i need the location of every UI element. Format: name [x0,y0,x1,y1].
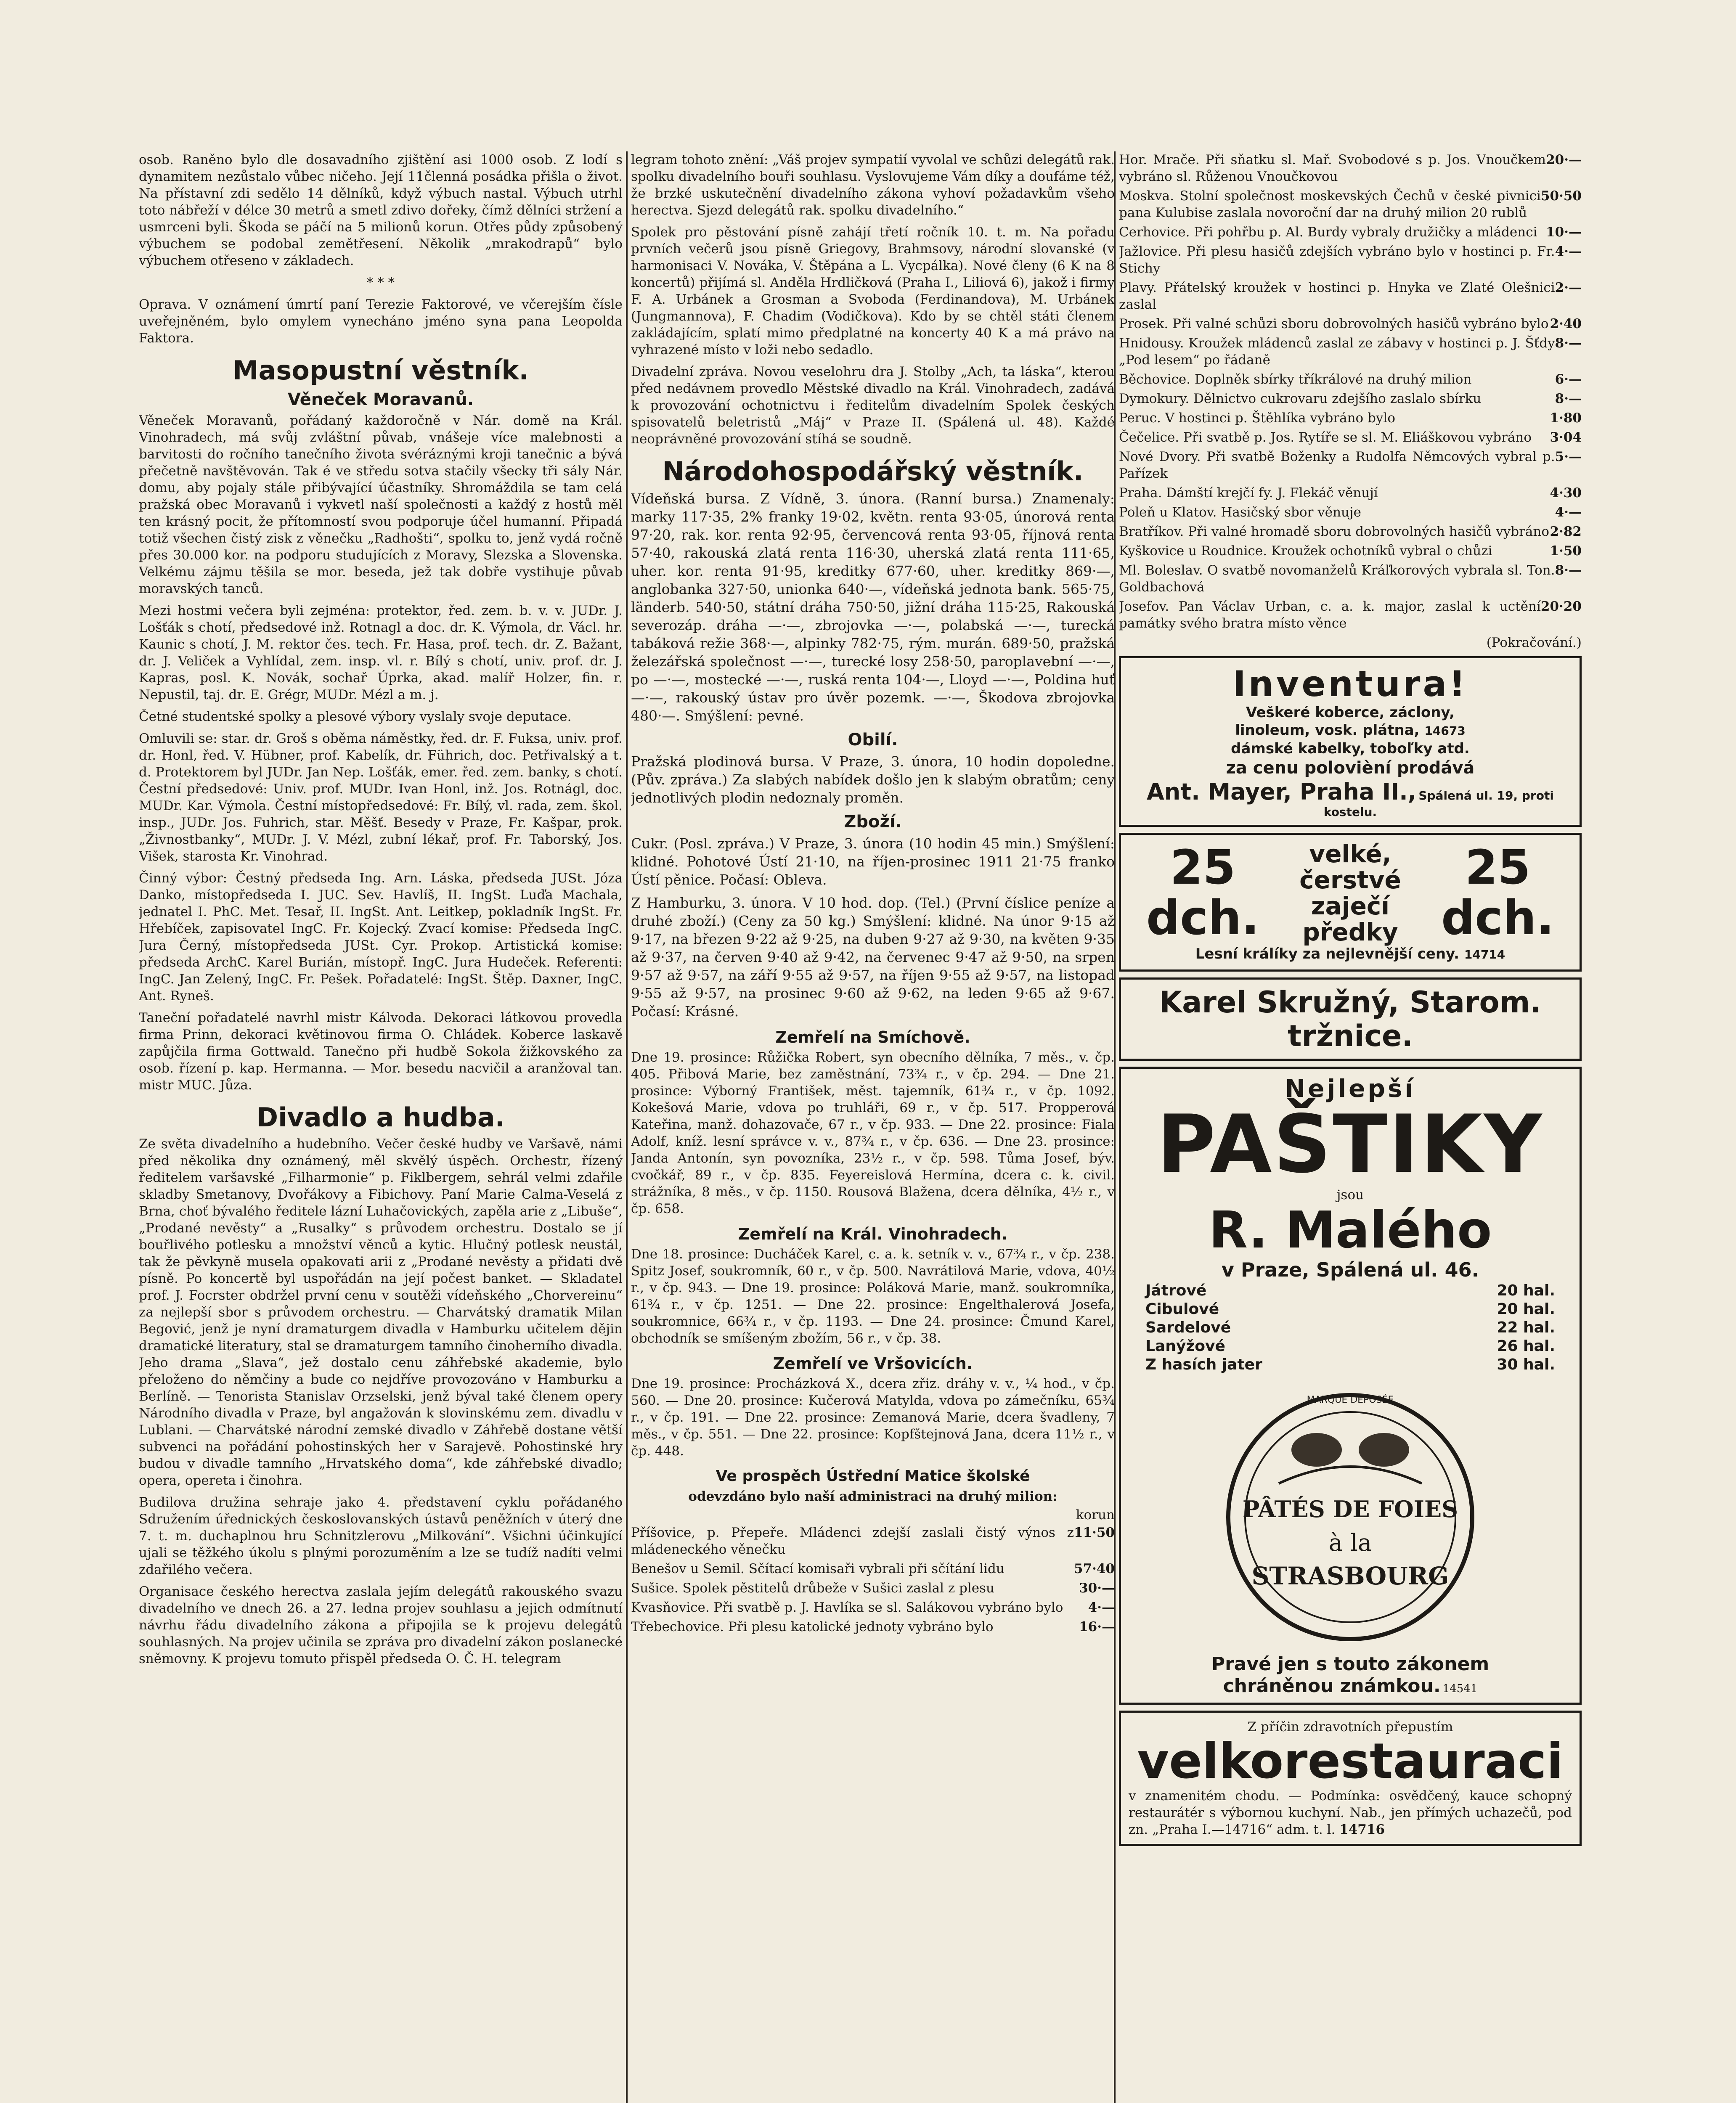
article-paragraph: Spolek pro pěstování písně zahájí třetí ročník 10. t. m. Na pořadu prvních večerů jsou písně Griegovy, Brahmsovy, národní slovanské (v harmonisaci V. Nováka, V. Štěpána a L. Vycpálka). Nové členy (6 K na 8 koncertů) přijímá sl. Anděla Hrdličková (Praha I., Liliová 6), jakož i firmy F. A. Urbánek a Grosman a Svoboda (Ferdinandova), M. Urbánek (Jungmannova), F. Chadim (Vodičkova). Kdo by se chtěl státi členem zakládajícím, splatí mimo předplatné na koncerty 40 K a má právo na vyhrazené místo v loži nebo sedadlo. [631,225,1115,358]
trademark-seal-icon [1216,1378,1485,1647]
list-item: 50·50 Moskva. Stolní společnost moskevských Čechů v české pivnici pana Kulubise zaslala novoroční dar na druhý milion 20 rublů [1119,188,1582,220]
list-item: 30·— Sušice. Spolek pěstitelů drůbeže v Sušici zaslal z plesu [631,1581,1115,1596]
velkorestaurace-ad [1119,1711,1582,1846]
list-item: 3·04 Čečelice. Při svatbě p. Jos. Rytíře se sl. M. Eliáškovou vybráno [1119,430,1582,445]
right-column [1119,151,1582,2103]
masopust-heading: Masopustní věstník. [232,355,529,386]
list-item: 20·20 Josefov. Pan Václav Urban, c. a. k. major, zaslal k uctění památky svého bratra místo věnce [1119,599,1582,631]
list-item: 5·— Nové Dvory. Při svatbě Boženky a Rudolfa Němcových vybral p. Pařízek [1119,449,1582,481]
list-item: 8·— Ml. Boleslav. O svatbě novomanželů Kráľkorových vybrala sl. Ton. Goldbachová [1119,563,1582,595]
list-item: 6·— Běchovice. Doplněk sbírky tříkrálové na druhý milion [1119,372,1582,387]
article-paragraph: Taneční pořadatelé navrhl mistr Kálvoda. Dekoraci látkovou provedla firma Prinn, dekoraci květinovou firma O. Chládek. Koberce laskavě zapůjčila firma Gottwald. Tanečno při hudbě Sokola žižkovského za osob. řízení p. kap. Hermanna. — Mor. besedu nacvičil a aranžoval tan. mistr MUC. Jůza. [139,1010,623,1093]
karel-ad: Karel Skružný, Starom. tržnice. [1119,977,1582,1061]
article-paragraph: Mezi hostmi večera byli zejména: protektor, řed. zem. b. v. v. JUDr. J. Lošťák s chotí, předsedové inž. Rotnagl a doc. dr. K. Výmola, dr. Václ. hr. Kaunic s chotí, J. M. rektor čes. tech. Fr. Hasa, prof. tech. dr. Z. Bažant, dr. J. Veliček a Vyhlídal, zem. insp. vl. r. Bílý s chotí, univ. prof. dr. J. Kapras, posl. K. Novák, sochař Úprka, akad. malíř Holzer, fin. r. Nepustil, taj. dr. E. Grégr, MUDr. Mézl a m. j. [139,603,623,702]
smichov-heading: Zemřelí na Smíchově. [775,1028,970,1046]
ad-line: linoleum, vosk. plátna, 14673 [1235,722,1466,739]
vienna-bourse-paragraph: Vídeňská bursa. Z Vídně, 3. února. (Ranní bursa.) Znamenaly: marky 117·35, 2% franky 19·02, květn. renta 93·05, únorová renta 97·20, rak. kor. renta 92·95, červencová renta 93·05, říjnová renta 57·40, rakouská zlatá renta 116·30, uherská zlatá renta 111·65, uher. kor. renta 91·95, kreditky 677·60, uher. kreditky 869·—, anglobanka 327·50, unionka 640·—, vídeňská jednota bank. 565·75, länderb. 540·50, státní dráha 750·50, jižní dráha 115·25, Rakouská severozáp. dráha —·—, zbrojovka —·—, polabská —·—, turecká tabáková režie 368·—, alpinky 782·75, rým. murán. 689·50, pražská železářská společnost —·—, turecké losy 258·50, paroplavební —·—, po —·—, mostecké —·—, ruská renta 104·—, Lloyd —·—, Poldina huť —·—, rakouský ústav pro úvěr pozemk. —·—, Škodova zbrojovka 480·—. Smýšlení: pevné. [631,490,1115,724]
donation-list [1119,151,1582,632]
left-column [139,151,623,2103]
zajici-ad [1119,833,1582,972]
list-item: Játrové 20 hal. [1145,1282,1555,1299]
list-item: 16·— Třebechovice. Při plesu katolické jednoty vybráno bylo [631,1619,1115,1634]
ad-firm-line: Ant. Mayer, Praha II., Spálená ul. 19, proti kostelu. [1147,779,1554,819]
article-paragraph: legram tohoto znění: „Váš projev sympatií vyvolal ve schůzi delegátů rak. spolku divadelního bouři souhlasu. Vyslovujeme Vám díky a doufáme též, že brzké uskutečnění divadelního zákona vyhoví požadavkům všeho herectva. Sjezd delegátů rak. spolku divadelního.“ [631,152,1115,218]
article-paragraph: Divadelní zpráva. Novou veselohru dra J. Stolby „Ach, ta láska“, kterou před nedávnem provedlo Městské divadlo na Král. Vinohradech, zadává k provozování ochotnictvu i ředitelům divadelním Spolek českých spisovatelů beletristů „Máj“ v Praze II. (Spálená ul. 48). Každé neoprávněné provozování stíhá se soudně. [631,364,1115,447]
ad-line: v znamenitém chodu. — Podmínka: osvědčený, kauce schopný restaurátér s výbornou kuchyní. Nab., jen přímých uchazečů, pod zn. „Praha I.—14716“ adm. t. l. 14716 [1129,1788,1572,1837]
ad-line: Pravé jen s touto zákonem [1211,1653,1490,1675]
ad-line: jsou [1336,1187,1364,1202]
ad-line: dámské kabelky, toboľky atd. [1231,740,1470,757]
inventura-title: Inventura! [1232,663,1468,705]
svg-text:STRASBOURG: STRASBOURG [1251,1562,1449,1590]
list-item: 2·— Plavy. Přátelský kroužek v hostinci p. Hnyka ve Zlaté Olešnici zaslal [1119,280,1582,312]
continued-note: (Pokračování.) [1486,635,1582,650]
list-item: Lanýžové 26 hal. [1145,1338,1555,1355]
pastiky-ad [1119,1067,1582,1705]
article-paragraph: Organisace českého herectva zaslala jejím delegátů rakouského svazu divadelního ve dnech 26. a 27. ledna projev souhlasu a jejich odmítnutí návrhu řádu divadelního zákona a připojila se k projevu delegátů souhlasných. Na projev učinila se zpráva pro divadelní zákon poslanecké sněmovny. K projevu tomuto přispěl předseda O. Č. H. telegram [139,1584,623,1666]
list-item: 2·82 Bratříkov. Při valné hromadě sboru dobrovolných hasičů vybráno [1119,524,1582,539]
intro-paragraph: osob. Raněno bylo dle dosavadního zjištění asi 1000 osob. Z lodí s dynamitem nezůstalo vůbec ničeho. Její 11členná posádka přišla o život. Na přístavní zdi sedělo 14 dělníků, když výbuch nastal. Výbuch utrhl toto nábřeží v délce 30 metrů a smetl zdivo dořeky, čímž dělníci stržení a usmrceni byli. Škoda se páčí na 5 milionů korun. Otřes půdy způsobený výbuchem se podobal zemětřesení. Několik „mrakodrapů“ bylo výbuchem otřeseno v základech. [139,152,623,268]
narodohospodarsky-heading: Národohospodářský věstník. [662,456,1084,487]
article-paragraph: Pražská plodinová bursa. V Praze, 3. února, 10 hodin dopoledne. (Pův. zpráva.) Za slabých nabídek došlo jen k slabým obratům; ceny jednotlivých plodin nedoznaly proměn. [631,753,1115,806]
list-item: 8·— Hnidousy. Kroužek mládenců zaslal ze zábavy v hostinci p. J. Šťdy „Pod lesem“ po řádaně [1119,336,1582,368]
matice-heading: Ve prospěch Ústřední Matice školské [716,1467,1030,1485]
list-item: Cibulové 20 hal. [1145,1300,1555,1318]
svg-text:à la: à la [1328,1529,1372,1557]
ad-line: Z příčin zdravotních přepustím [1247,1719,1453,1735]
vinohrady-heading: Zemřelí na Král. Vinohradech. [738,1225,1008,1243]
donation-list [631,1524,1115,1635]
list-item: 2·40 Prosek. Při valné schůzi sboru dobrovolných hasičů vybráno bylo [1119,316,1582,331]
article-paragraph: Četné studentské spolky a plesové výbory vyslaly svoje deputace. [139,709,572,724]
list-item: 4·— Jažlovice. Při plesu hasičů zdejších vybráno bylo v hostinci p. Fr. Stichy [1119,244,1582,276]
inventura-ad [1119,656,1582,827]
article-paragraph: Z Hamburku, 3. února. V 10 hod. dop. (Tel.) (První číslice peníze a druhé zboží.) (Ceny za 50 kg.) Smýšlení: klidné. Na únor 9·15 až 9·17, na březen 9·22 až 9·25, na duben 9·27 až 9·30, na květen 9·35 až 9·37, na červen 9·40 až 9·42, na červenec 9·47 až 9·50, na srpen 9·57 až 9·57, na září 9·55 až 9·57, na říjen 9·55 až 9·57, na listopad 9·55 až 9·57, na prosinec 9·60 až 9·62, na leden 9·65 až 9·67. Počasí: Krásné. [631,895,1115,1020]
separator-stars: * * * [366,275,395,290]
list-item: 4·30 Praha. Dámští krejčí fy. J. Flekáč věnují [1119,485,1582,501]
list-item: 4·— Kvasňovice. Při svatbě p. J. Havlíka se sl. Salákovou vybráno bylo [631,1600,1115,1615]
velkorestaurace-title: velkorestauraci [1137,1733,1564,1790]
list-item: 4·— Poleň u Klatov. Hasičský sbor věnuje [1119,505,1582,520]
list-item: 1·80 Peruc. V hostinci p. Štěhlíka vybráno bylo [1119,411,1582,426]
list-item: 1·50 Kyškovice u Roudnice. Kroužek ochotníků vybral o chůzi [1119,543,1582,559]
list-item: 57·40 Benešov u Semil. Sčítací komisaři vybrali při sčítání lidu [631,1561,1115,1576]
matice-subheading: odevzdáno bylo naší administraci na druhý milion: [688,1489,1058,1504]
venecek-heading: Věneček Moravanů. [287,390,474,409]
oprava-paragraph: Oprava. V oznámení úmrtí paní Terezie Faktorové, ve včerejším čísle uveřejněném, bylo omylem vynecháno jméno syna pana Leopolda Faktora. [139,297,623,346]
ad-address: v Praze, Spálená ul. 46. [1221,1258,1479,1281]
zbozi-heading: Zboží. [844,812,902,832]
ad-line: za cenu polovièní prodává [1226,758,1475,778]
korun-label: korun [1076,1507,1115,1523]
article-paragraph: Budilova družina sehraje jako 4. představení cyklu pořádaného Sdružením úřednických českoslovanských ústavů peněžních v úterý dne 7. t. m. duchaplnou hru Schnitzlerovu „Milkování“. Všichni účinkující ujali se těžkého úkolu s plnými porozuměním a lze se tudíž nadíti velmi zdařilého večera. [139,1495,623,1577]
ad-line: Veškeré koberce, záclony, [1246,704,1455,721]
pastiky-title: PAŠTIKY [1157,1098,1544,1191]
list-item: 10·— Cerhovice. Při pohřbu p. Al. Burdy vybraly družičky a mládenci [1119,225,1582,240]
ad-line: Lesní králíky za nejlevnější ceny. 14714 [1195,946,1505,962]
ad-firm-name: R. Malého [1209,1201,1492,1260]
list-item: 11·50 Příšovice, p. Přepeře. Mládenci zdejší zaslali čistý výnos z mládeneckého věnečku [631,1525,1115,1557]
list-item: Sardelové 22 hal. [1145,1319,1555,1336]
article-paragraph: Dne 19. prosince: Růžička Robert, syn obecního dělníka, 7 měs., v. čp. 405. Přibová Marie, bez zaměstnání, 73¾ r., v čp. 294. — Dne 21. prosince: Výborný František, měst. tajemník, 61¾ r., v čp. 1092. Kokešová Marie, vdova po truhláři, 69 r., v čp. 517. Propperová Kateřina, manž. dohazovače, 67 r., v čp. 933. — Dne 22. prosince: Fiala Adolf, kníž. lesní správce v. v., 87¾ r., v čp. 636. — Dne 23. prosince: Janda Antonín, syn povozníka, 23½ r., v čp. 598. Tůma Josef, býv. cvočkář, 89 r., v čp. 835. Feyereislová Hermína, dcera c. k. civil. strážníka, 8 měs., v čp. 1150. Rousová Blažena, dcera dělníka, 4½ r., v čp. 658. [631,1050,1115,1216]
column-rule [626,151,628,2103]
ad-line: chráněnou známkou. 14541 [1223,1675,1478,1697]
list-item: 8·— Dymokury. Dělnictvo cukrovaru zdejšího zaslalo sbírku [1119,391,1582,406]
list-item: Z hasích jater 30 hal. [1145,1356,1555,1373]
article-paragraph: Cukr. (Posl. zpráva.) V Praze, 3. února (10 hodin 45 min.) Smýšlení: klidné. Pohotové Ústí 21·10, na říjen-prosinec 1911 21·75 franko Ústí pěnice. Počasí: Obleva. [631,835,1115,888]
article-paragraph: Věneček Moravanů, pořádaný každoročně v Nár. domě na Král. Vinohradech, má svůj zvláštní půvab, vnášeje více malebnosti a barvitosti do ročního tanečního života svéráznými kroji tanečnic a bývá přečetně navštěvován. Tak é ve středu sotva stačily všecky tři sály Nár. domu, aby pojaly stále přibývající účastníky. Shromáždila se tam celá pražská obec Moravanů i vykvetl naší společnosti a každý z hostů měl ten krásný pocit, že přítomností svou podporuje účel humanní. Připadá totiž všechen čistý zisk z věnečku „Radhošti“, spolku to, jenž vydá ročně přes 30.000 kor. na podporu studujících z Moravy, Slezska a Slovenska. Velkému zájmu těšila se mor. beseda, jež tak dobře vystihuje půvab moravských tanců. [139,413,623,596]
article-paragraph: Dne 19. prosince: Procházková X., dcera zřiz. dráhy v. v., ¼ hod., v čp. 560. — Dne 20. prosince: Kučerová Matylda, vdova po zámečníku, 65¾ r., v čp. 191. — Dne 22. prosince: Zemanová Marie, dcera švadleny, 7 měs., v čp. 551. — Dne 22. prosince: Kopfštejnová Jana, dcera 11½ r., v čp. 448. [631,1376,1115,1459]
list-item: 20·— Hor. Mrače. Při sňatku sl. Mař. Svobodové s p. Jos. Vnoučkem vybráno sl. Růženou Vnoučkovou [1119,152,1582,184]
article-paragraph: Ze světa divadelního a hudebního. Večer české hudby ve Varšavě, námi před několika dny oznámený, měl skvělý úspěch. Orchestr, řízený ředitelem varšavské „Filharmonie“ p. Fiklbergem, sehrál velmi zdařile skladby Smetanovy, Dvořákovy a Fibichovy. Paní Marie Calma-Veselá z Brna, choť bývalého ředitele lázní Luhačovických, zapěla arie z „Libuše“, „Prodané nevěsty“ a „Rusalky“ s průvodem orchestru. Dostalo se jí bouřlivého potlesku a množství věnců a kytic. Hlučný potlesk neustál, tak že pěvkyně musela opakovati arii z „Prodané nevěsty a přidati dvě písně. Po koncertě byl uspořádán na její počest banket. — Skladatel prof. J. Focrster obdržel první cenu v soutěži vídeňského „Chorvereinu“ za nejlepší sbor s průvodem orchestru. — Charvátský dramatik Milan Begović, jenž je nyní dramaturgem divadla v Hamburku učitelem dějin dramatické literatury, stal se dramaturgem tamního činoherního divadla. Jeho drama „Slava“, jež dostalo cenu záhřebské akademie, bylo přeloženo do němčiny a bude co nejdříve provozováno v Hamburku a Berlíně. — Tenorista Stanislav Orzselski, jenž býval také členem opery Národního divadla v Praze, byl angažován k slovinskému zem. divadlu v Lublani. — Charvátské národní zemské divadlo v Záhřebě dostane větší subvenci na pořádání pohostinských her v Sarajevě. Pohostinské hry budou v divadle tamního „Hrvatského doma“, kde záhřebské divadlo; opera, opereta i činohra. [139,1136,623,1488]
article-paragraph: Činný výbor: Čestný předseda Ing. Arn. Láska, předseda JUSt. Józa Danko, místopředseda I. JUC. Sev. Havlíš, II. IngSt. Luďa Machala, jednatel I. PhC. Met. Tesař, II. IngSt. Ant. Leitkep, pokladník IngSt. Fr. Hřebíček, zapisovatel IngC. Fr. Kojecký. Zvací komise: Předseda IngC. Jura Černý, místopředseda JUSt. Cyr. Prokop. Artistická komise: předseda ArchC. Karel Burián, místopř. IngC. Jura Hudeček. Referenti: IngC. Jan Zelený, IngC. Fr. Pešek. Pořadatelé: IngSt. Štěp. Daxner, IngC. Ant. Ryneš. [139,871,623,1004]
vrsovice-heading: Zemřelí ve Vršovicích. [773,1354,973,1373]
article-paragraph: Dne 18. prosince: Ducháček Karel, c. a. k. setník v. v., 67¾ r., v čp. 238. Spitz Josef, soukromník, 60 r., v čp. 500. Navrátilová Marie, vdova, 40½ r., v čp. 943. — Dne 19. prosince: Poláková Marie, manž. soukromníka, 61¾ r., v čp. 1251. — Dne 22. prosince: Engelthalerová Josefa, soukromnice, 66¾ r., v čp. 1193. — Dne 24. prosince: Čmund Karel, obchodník se smíšeným zbožím, 56 r., v čp. 38. [631,1247,1115,1346]
svg-text:MARQUE DÉPOSÉE: MARQUE DÉPOSÉE [1307,1395,1394,1405]
ad-headline: 25 dch. velké, čerstvé zaječí předky 25 dch. [1146,840,1554,946]
obili-heading: Obilí. [848,730,898,750]
svg-text:PÂTÉS DE FOIES: PÂTÉS DE FOIES [1242,1496,1458,1523]
middle-column [631,151,1115,2103]
article-paragraph: Omluvili se: star. dr. Groš s oběma náměstky, řed. dr. F. Fuksa, univ. prof. dr. Honl, řed. V. Hübner, prof. Kabelík, dr. Führich, doc. Petřivalský a t. d. Protektorem byl JUDr. Jan Nep. Lošťák, emer. řed. zem. banky, s chotí. Čestní předsedové: Univ. prof. MUDr. Ivan Honl, inž. Jos. Rotnágl, doc. MUDr. Kar. Výmola. Čestní místopředsedové: Fr. Bílý, vl. rada, zem. škol. insp., JUDr. Jos. Fuhrich, star. Měšť. Besedy v Praze, Fr. Kašpar, prok. „Živnostbanky“, MUDr. J. V. Mézl, zubní lékař, prof. Fr. Taborský, Jos. Višek, starosta Kr. Vinohrad. [139,731,623,864]
ad-line: Nejlepší [1285,1074,1416,1103]
price-list [1129,1282,1572,1374]
divadlo-heading: Divadlo a hudba. [256,1102,505,1133]
